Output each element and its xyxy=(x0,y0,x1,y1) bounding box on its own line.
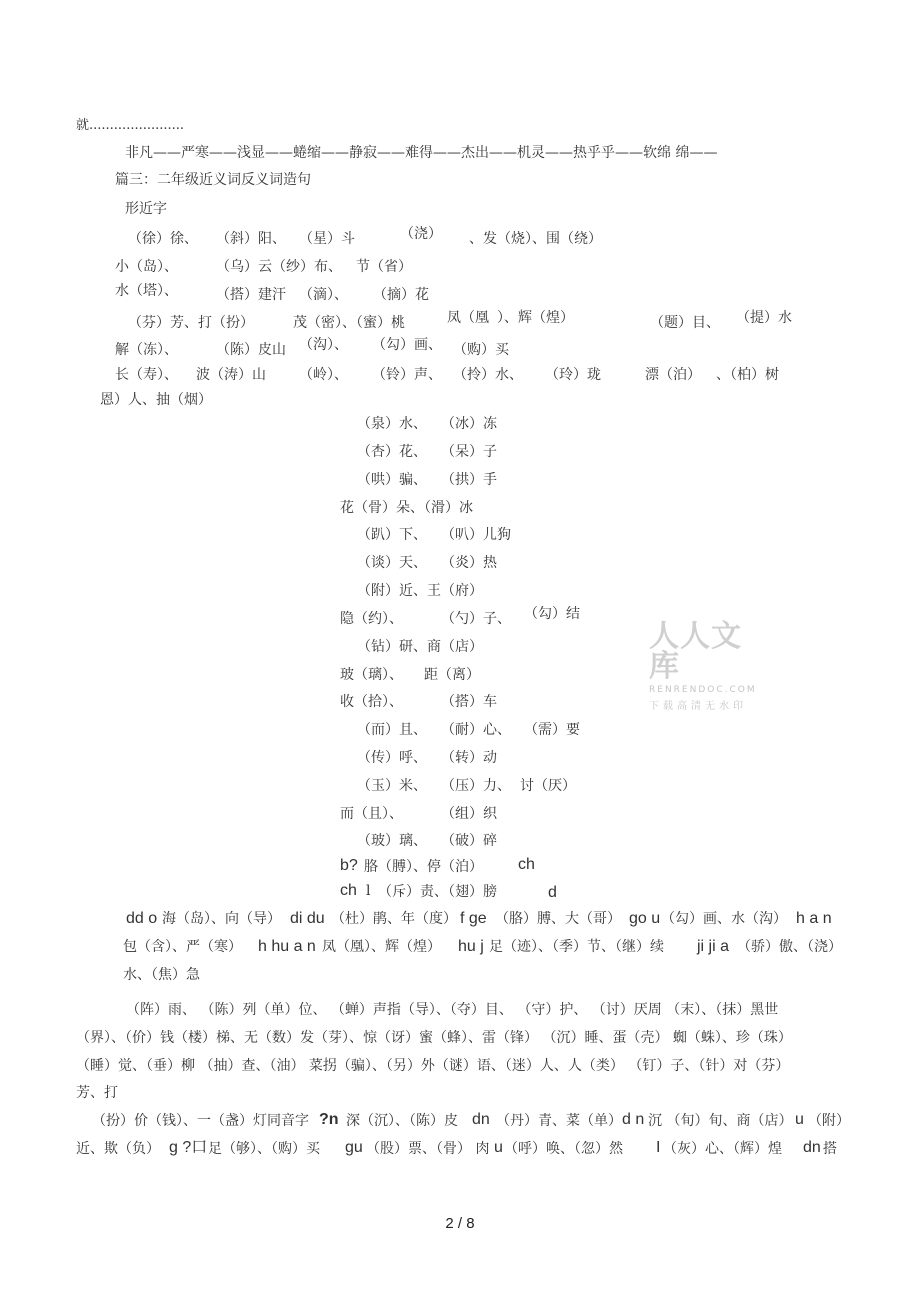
word-item: 恩）人、抽（烟） xyxy=(100,392,212,408)
word-item: （钻）研、商（店） xyxy=(357,639,483,655)
word-item: （星）斗 xyxy=(299,231,355,247)
word-item: （玻）璃、 xyxy=(357,833,427,849)
word-item: （炎）热 xyxy=(441,555,497,571)
word-item: 深（沉）、（陈）皮 xyxy=(346,1113,458,1129)
watermark-tagline: 下载高清无水印 xyxy=(649,701,747,712)
word-item: 漂（泊） xyxy=(645,367,701,383)
word-item: （压）力、 xyxy=(441,778,511,794)
word-item: （谈）天、 xyxy=(357,555,427,571)
watermark-logo xyxy=(649,619,771,712)
word-item: （提）水 xyxy=(736,310,792,326)
word-item: 海（岛）、向（导） xyxy=(162,911,281,927)
word-item: 长（寿）、 xyxy=(115,367,178,383)
pinyin: di du xyxy=(290,910,325,927)
word-item: （浇） xyxy=(400,226,442,242)
pinyin: g ?口 xyxy=(169,1139,208,1156)
word-item: （勾）结 xyxy=(524,606,580,622)
word-item: （破）碎 xyxy=(441,833,497,849)
word-item: （勺）子、 xyxy=(441,611,511,627)
pinyin: h hu a n xyxy=(258,938,316,955)
word-item: （呼）唤、（忽）然 xyxy=(504,1141,623,1157)
word-item: 解（冻）、 xyxy=(115,342,178,358)
word-item: （传）呼、 xyxy=(357,750,427,766)
word-item: 讨（厌） xyxy=(520,778,576,794)
word-item: 搭 xyxy=(823,1141,837,1157)
word-item: （附）近、王（府） xyxy=(357,583,483,599)
word-item: （玲）珑 xyxy=(545,367,601,383)
text-line: （界）、（价）钱（楼）梯、无（数）发（芽）、惊（讶）蜜（蜂）、雷（锋） （沉）睡、蛋（壳） 蜘（蛛）、珍（珠） xyxy=(76,1030,792,1046)
word-item: （拎）水、 xyxy=(453,367,523,383)
word-item: 胳（膊）、停（泊） xyxy=(364,859,483,875)
word-item: 波（涛）山 xyxy=(196,367,266,383)
pinyin: f ge xyxy=(460,910,487,927)
pinyin: ch xyxy=(518,856,535,873)
word-item: （芬）芳、打（扮） xyxy=(128,315,254,331)
word-item: （陈）皮山 xyxy=(216,342,286,358)
word-item: 沉 （旬）旬、商（店） xyxy=(648,1113,793,1129)
word-item: 玻（璃）、 xyxy=(340,667,403,683)
word-item: 隐（约）、 xyxy=(340,611,403,627)
word-item: （勾）画、 xyxy=(372,337,442,353)
word-item: 花（骨）朵、（滑）冰 xyxy=(340,500,473,516)
pinyin: ?n xyxy=(319,1111,339,1128)
word-item: 凤（凰）、辉（煌） xyxy=(322,939,441,955)
word-item: （杜）鹃、年（度） xyxy=(331,911,457,927)
pinyin: d xyxy=(548,884,557,901)
word-item: （玉）米、 xyxy=(357,778,427,794)
word-item: （题）目、 xyxy=(650,315,720,331)
word-item: （需）要 xyxy=(524,722,580,738)
text-line: 非凡——严寒——浅显——蜷缩——静寂——难得——杰出——机灵——热乎乎——软绵 绵—— xyxy=(125,145,718,161)
word-item: 节（省） xyxy=(356,259,412,275)
pinyin: hu j xyxy=(458,938,484,955)
pinyin: ch xyxy=(340,882,357,899)
word-item: （哄）骗、 xyxy=(357,472,427,488)
word-item: （附） xyxy=(808,1113,850,1129)
word-item: （杏）花、 xyxy=(357,444,427,460)
pinyin: dd o xyxy=(126,910,158,927)
word-item: 足（够）、（购）买 xyxy=(208,1141,320,1157)
pinyin: d n xyxy=(622,1111,645,1128)
word-item: 水、（焦）急 xyxy=(123,967,200,983)
word-item: 茂（密）、（蜜）桃 xyxy=(293,315,405,331)
word-item: （股）票、（骨） 肉 xyxy=(366,1141,490,1157)
text-line: （阵）雨、 （陈）列（单）位、 （蝉）声指（导）、（夺）目、 （守）护、 （讨）厌周 （末）、（抹）黑世 xyxy=(126,1002,779,1018)
word-item: （转）动 xyxy=(441,750,497,766)
text-line: （睡）觉、（垂）柳 （抽）查、（油） 菜拐（骗）、（另）外（谜）语、（迷）人、人（类） （钉）子、（针）对（芬） xyxy=(76,1058,790,1074)
pinyin: u xyxy=(795,1111,804,1128)
pinyin: u xyxy=(494,1139,503,1156)
word-item: 收（拾）、 xyxy=(340,694,403,710)
word-item: （斜）阳、 xyxy=(216,231,286,247)
text-line: 就....................... xyxy=(76,118,185,133)
word-item: ）、辉（煌） xyxy=(497,310,574,326)
word-item: （骄）傲、（浇） xyxy=(737,939,842,955)
word-item: （岭）、 xyxy=(299,367,348,383)
watermark-title: 人人文库 xyxy=(649,619,742,684)
word-item: 距（离） xyxy=(424,667,480,683)
word-item: 足（迹）、（季）节、（继）续 xyxy=(489,939,664,955)
pinyin: I xyxy=(656,1139,661,1156)
word-item: （斥）责、（翅）膀 xyxy=(378,884,497,900)
word-item: （趴）下、 xyxy=(357,527,427,543)
pinyin: b? xyxy=(340,857,358,874)
word-item: （丹）青、菜（单） xyxy=(496,1113,622,1129)
word-item: 凤（凰 xyxy=(447,310,489,326)
word-item: 、（柏）树 xyxy=(716,367,779,383)
word-item: 水（塔）、 xyxy=(115,283,178,299)
word-item: 而（且）、 xyxy=(340,806,403,822)
pinyin: go u xyxy=(629,910,661,927)
pinyin: l xyxy=(366,883,371,899)
word-item: （滴）、 xyxy=(299,287,348,303)
pinyin: dn xyxy=(803,1139,821,1156)
pinyin: gu xyxy=(345,1139,363,1156)
word-item: （摘）花 xyxy=(373,287,429,303)
pinyin: h a n xyxy=(796,910,832,927)
pinyin: dn xyxy=(472,1111,490,1128)
word-item: （呆）子 xyxy=(441,444,497,460)
page-number: 2 / 8 xyxy=(445,1215,475,1232)
watermark-site: RENRENDOC.COM xyxy=(649,685,757,695)
pinyin: ji ji a xyxy=(697,938,730,955)
word-item: 近、欺（负） xyxy=(76,1141,160,1157)
word-item: （铃）声、 xyxy=(372,367,442,383)
word-item: （而）且、 xyxy=(357,722,427,738)
word-item: （胳）膊、大（哥） xyxy=(495,911,621,927)
word-item: （搭）车 xyxy=(441,694,497,710)
word-item: （搭）建汗 xyxy=(216,287,286,303)
word-item: （乌）云（纱）布、 xyxy=(216,259,342,275)
word-item: （叭）儿狗 xyxy=(441,527,511,543)
word-item: （扮）价（钱）、一（盏）灯同音字 xyxy=(92,1113,309,1129)
word-item: （耐）心、 xyxy=(441,722,511,738)
word-item: （购）买 xyxy=(453,342,509,358)
word-item: 、发（烧）、围（绕） xyxy=(469,231,602,247)
section-heading: 篇三：二年级近义词反义词造句 xyxy=(115,172,311,188)
word-item: 小（岛）、 xyxy=(115,259,178,275)
word-item: （冰）冻 xyxy=(441,416,497,432)
word-item: （组）织 xyxy=(441,806,497,822)
word-item: （灰）心、（辉）煌 xyxy=(663,1141,782,1157)
word-item: （勾）画、水（沟） xyxy=(661,911,787,927)
word-item: （拱）手 xyxy=(441,472,497,488)
word-item: （泉）水、 xyxy=(357,416,427,432)
word-item: 包（含）、严（寒） xyxy=(123,939,242,955)
word-item: （徐）徐、 xyxy=(128,231,198,247)
text-line: 芳、打 xyxy=(76,1085,118,1101)
word-item: （沟）、 xyxy=(299,337,348,353)
section-subheading: 形近字 xyxy=(125,201,167,217)
